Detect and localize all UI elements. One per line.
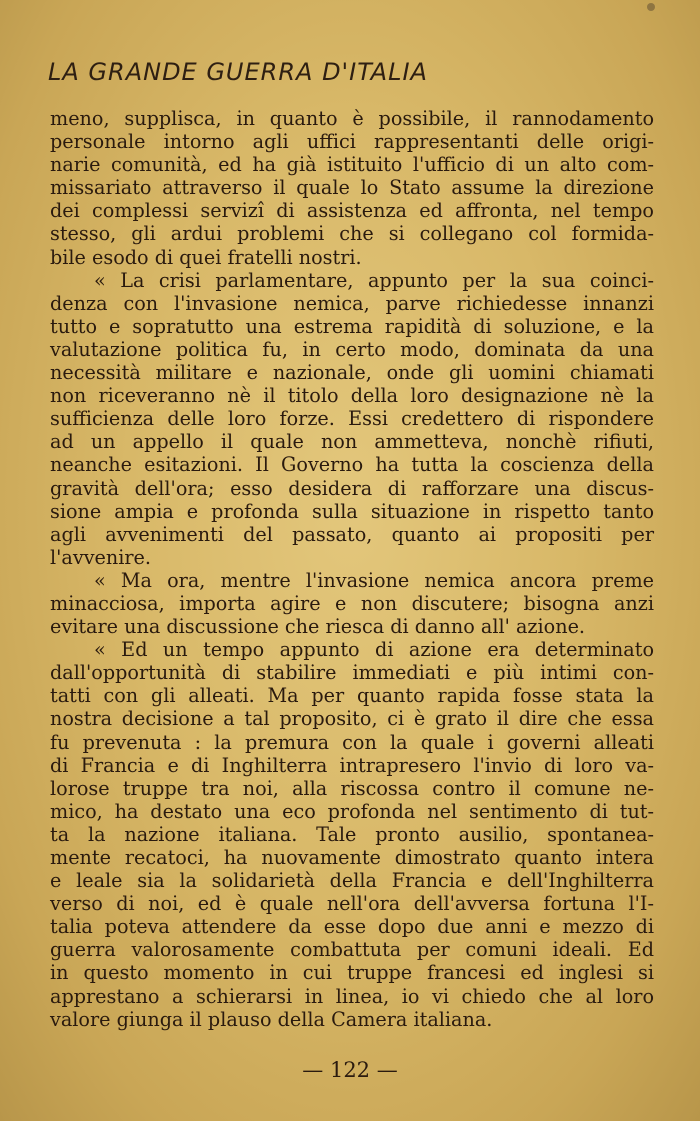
text-line: apprestano a schierarsi in linea, io vi chiedo che al loro [50, 984, 654, 1008]
text-line: dei complessi servizî di assistenza ed affronta, nel tempo [50, 199, 654, 223]
paragraph [50, 569, 654, 638]
text-line: e leale sia la solidarietà della Francia e dell'Inghilterra [50, 869, 654, 893]
text-line: bile esodo di quei fratelli nostri. [50, 245, 362, 269]
text-line: lorose truppe tra noi, alla riscossa contro il comune ne- [50, 776, 654, 800]
text-line: « Ed un tempo appunto di azione era determinato [94, 638, 654, 662]
text-line: l'avvenire. [50, 545, 152, 569]
text-line: agli avvenimenti del passato, quanto ai propositi per [50, 522, 654, 546]
text-line: gravità dell'ora; esso desidera di rafforzare una discus- [50, 476, 654, 500]
body-text [50, 107, 654, 1031]
text-line: sufficienza delle loro forze. Essi credettero di rispondere [50, 407, 654, 431]
text-line: talia poteva attendere da esse dopo due anni e mezzo di [50, 915, 654, 939]
text-line: sione ampia e profonda sulla situazione in rispetto tanto [50, 499, 654, 523]
text-line: personale intorno agli uffici rappresentanti delle origi- [50, 130, 654, 154]
text-line: valore giunga il plauso della Camera italiana. [50, 1007, 493, 1031]
paragraph [50, 638, 654, 1031]
text-line: tatti con gli alleati. Ma per quanto rapida fosse stata la [50, 684, 654, 708]
text-line: ta la nazione italiana. Tale pronto ausilio, spontanea- [50, 822, 654, 846]
text-line: meno, supplisca, in quanto è possibile, il rannodamento [50, 107, 654, 130]
text-line: denza con l'invasione nemica, parve richiedesse innanzi [50, 291, 654, 315]
text-line: guerra valorosamente combattuta per comuni ideali. Ed [50, 938, 654, 962]
text-line: mente recatoci, ha nuovamente dimostrato quanto intera [50, 846, 654, 869]
text-line: in questo momento in cui truppe francesi ed inglesi si [50, 961, 654, 985]
ink-speck [647, 3, 655, 11]
text-line: « Ma ora, mentre l'invasione nemica ancora preme [94, 568, 654, 592]
text-line: evitare una discussione che riesca di danno all' azione. [50, 615, 586, 639]
text-line: neanche esitazioni. Il Governo ha tutta la coscienza della [50, 453, 654, 477]
text-line: verso di noi, ed è quale nell'ora dell'avversa fortuna l'I- [50, 892, 654, 916]
text-line: missariato attraverso il quale lo Stato assume la direzione [50, 176, 654, 200]
text-line: dall'opportunità di stabilire immediati e più intimi con- [50, 661, 654, 685]
paragraph [50, 107, 654, 269]
page-number: — 122 — [302, 1058, 398, 1082]
text-line: narie comunità, ed ha già istituito l'ufficio di un alto com- [50, 153, 654, 177]
text-line: valutazione politica fu, in certo modo, dominata da una [50, 337, 654, 361]
text-line: tutto e sopratutto una estrema rapidità di soluzione, e la [50, 314, 654, 338]
paragraph [50, 269, 654, 569]
text-line: minacciosa, importa agire e non discutere; bisogna anzi [50, 591, 654, 615]
running-header: LA GRANDE GUERRA D'ITALIA [48, 58, 428, 86]
text-line: « La crisi parlamentare, appunto per la sua coinci- [94, 268, 654, 292]
text-line: nostra decisione a tal proposito, ci è grato il dire che essa [50, 707, 654, 731]
text-line: necessità militare e nazionale, onde gli uomini chiamati [50, 361, 654, 385]
text-line: ad un appello il quale non ammetteva, nonchè rifiuti, [50, 430, 654, 454]
text-line: stesso, gli ardui problemi che si collegano col formida- [50, 222, 654, 246]
text-line: non riceveranno nè il titolo della loro designazione nè la [50, 384, 654, 408]
text-line: mico, ha destato una eco profonda nel sentimento di tut- [50, 799, 654, 823]
text-line: di Francia e di Inghilterra intrapresero l'invio di loro va- [50, 753, 654, 777]
text-line: fu prevenuta : la premura con la quale i governi alleati [50, 730, 654, 754]
